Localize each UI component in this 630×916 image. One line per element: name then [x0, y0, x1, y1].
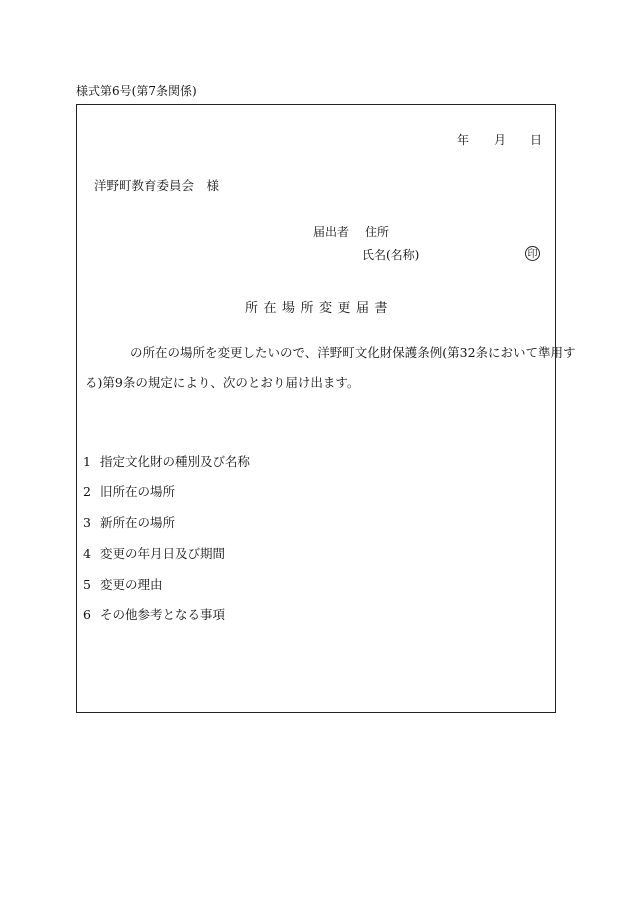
list-item-label: 旧所在の場所 — [100, 484, 176, 499]
list-item-label: 変更の年月日及び期間 — [100, 546, 226, 561]
address-label: 住所 — [365, 225, 390, 239]
date-day-label: 日 — [530, 133, 543, 147]
date-month-label: 月 — [494, 133, 507, 147]
document-title: 所在場所変更届書 — [245, 301, 394, 316]
list-item — [83, 609, 225, 622]
list-item-number: 3 — [83, 515, 91, 530]
list-item-label: 新所在の場所 — [100, 515, 176, 530]
list-item — [83, 548, 225, 561]
name-label: 氏名(名称) — [362, 248, 420, 262]
list-item — [83, 456, 250, 469]
list-item — [83, 486, 175, 499]
list-item-label: 変更の理由 — [100, 577, 163, 592]
list-item — [83, 517, 175, 530]
list-item — [83, 579, 163, 592]
list-item-label: その他参考となる事項 — [100, 607, 226, 622]
body-text-line-2: る)第9条の規定により、次のとおり届け出ます。 — [85, 375, 360, 390]
list-item-label: 指定文化財の種別及び名称 — [100, 454, 251, 469]
list-item-number: 2 — [83, 484, 91, 499]
notifier-label: 届出者 — [313, 225, 350, 239]
list-item-number: 6 — [83, 607, 91, 622]
date-year-label: 年 — [457, 133, 470, 147]
list-item-number: 1 — [83, 454, 91, 469]
body-text-line-1: の所在の場所を変更したいので、洋野町文化財保護条例(第32条において準用す — [130, 345, 576, 360]
form-number-label: 様式第6号(第7条関係) — [76, 84, 197, 98]
list-item-number: 4 — [83, 546, 91, 561]
list-item-number: 5 — [83, 577, 91, 592]
addressee: 洋野町教育委員会 様 — [94, 178, 220, 193]
seal-mark: 印 — [525, 246, 540, 261]
